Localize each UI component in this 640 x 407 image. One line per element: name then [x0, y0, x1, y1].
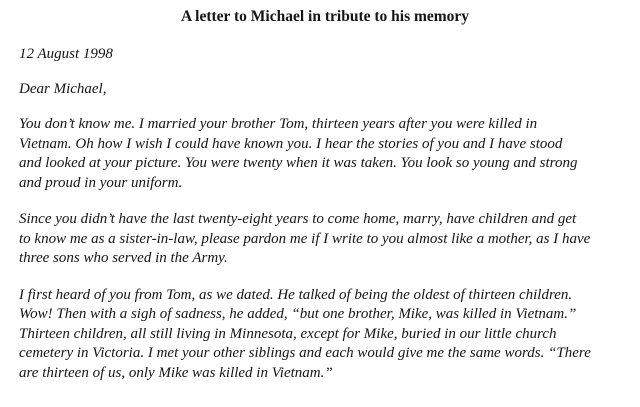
- paragraph-2: [19, 210, 623, 269]
- paragraph-line: cemetery in Victoria. I met your other siblings and each would give me the same words. “There: [19, 345, 591, 361]
- letter-salutation: Dear Michael,: [19, 81, 107, 97]
- letter-title: A letter to Michael in tribute to his memory: [180, 8, 470, 25]
- paragraph-line: and proud in your uniform.: [19, 174, 183, 191]
- paragraph-line: to know me as a sister-in-law, please pardon me if I write to you almost like a mother, as I have: [19, 230, 591, 247]
- paragraph-line: and looked at your picture. You were twenty when it was taken. You look so young and strong: [19, 155, 578, 171]
- paragraph-line: are thirteen of us, only Mike was killed in Vietnam.”: [19, 364, 333, 381]
- paragraph-3: [19, 286, 623, 384]
- paragraph-line: Thirteen children, all still living in Minnesota, except for Mike, buried in our little church: [19, 325, 557, 342]
- paragraph-line: You don’t know me. I married your brother Tom, thirteen years after you were killed in: [19, 116, 538, 132]
- paragraph-1: [19, 115, 623, 193]
- paragraph-line: Wow! Then with a sigh of sadness, he added, “but one brother, Mike, was killed in Vietnam.”: [19, 306, 577, 322]
- letter-date: 12 August 1998: [19, 46, 113, 62]
- paragraph-line: Vietnam. Oh how I wish I could have known you. I hear the stories of you and I have stood: [19, 135, 563, 152]
- paragraph-line: Since you didn’t have the last twenty-eight years to come home, marry, have children and get: [19, 211, 577, 227]
- paragraph-line: I first heard of you from Tom, as we dated. He talked of being the oldest of thirteen children.: [19, 286, 573, 303]
- paragraph-line: three sons who served in the Army.: [19, 250, 228, 266]
